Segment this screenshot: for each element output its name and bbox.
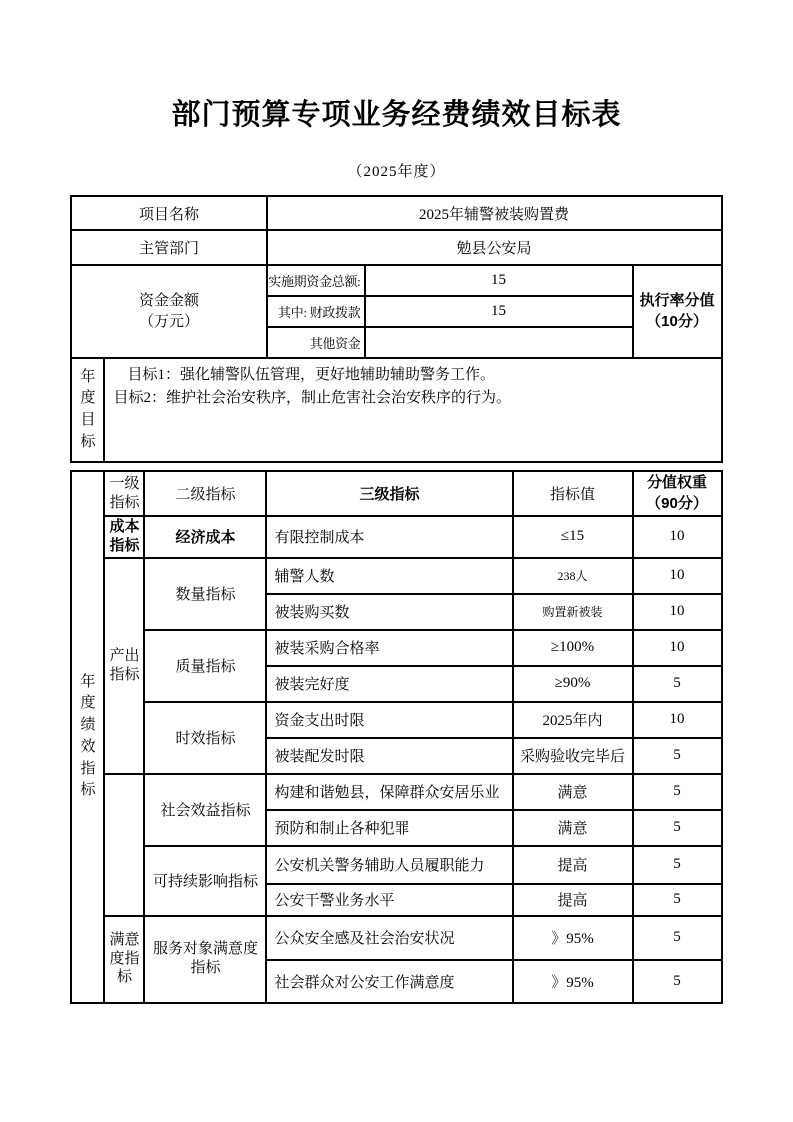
annual-goal-line1: 目标1：强化辅警队伍管理，更好地辅助辅助警务工作。 [127,367,495,383]
indicator-level3-cell: 辅警人数 [266,558,512,594]
indicator-level2-cell: 可持续影响指标 [144,846,266,916]
indicator-level3-cell: 公安机关警务辅助人员履职能力 [266,846,512,884]
funding-amount-label [71,265,266,358]
indicator-value-cell: 》95% [513,916,633,960]
funding-other-label: 其他资金 [267,327,365,358]
execution-rate-line2: （10分） [646,312,708,330]
indicator-level1-cell [104,774,144,916]
table-row [71,358,721,462]
indicator-score-cell: 5 [633,666,722,702]
indicator-level3-cell: 公众安全感及社会治安状况 [266,916,512,960]
indicator-score-cell: 5 [633,846,722,884]
indicator-value-cell: 提高 [513,884,633,916]
indicator-row [71,558,721,594]
annual-goal-side-label: 年度目标 [80,368,96,450]
indicator-score-cell: 10 [633,630,722,666]
indicator-row [71,630,721,666]
indicator-score-cell: 5 [633,810,722,846]
indicator-value-cell: 2025年内 [513,702,633,738]
funding-fiscal-label: 其中: 财政拨款 [267,296,365,327]
indicator-level1-cell: 成本指标 [104,516,144,558]
indicator-score-cell: 10 [633,516,722,558]
indicator-score-cell: 10 [633,558,722,594]
funding-total-label: 实施期资金总额: [267,265,365,296]
header-value: 指标值 [513,471,633,516]
indicator-score-cell: 5 [633,774,722,810]
indicator-value-cell: 》95% [513,960,633,1003]
header-weight [633,471,722,516]
indicator-level3-cell: 公安干警业务水平 [266,884,512,916]
indicator-level2-cell: 服务对象满意度指标 [144,916,266,1003]
indicator-level3-cell: 预防和制止各种犯罪 [266,810,512,846]
performance-indicators-table [70,470,722,1004]
indicator-row [71,916,721,960]
header-level3: 三级指标 [266,471,512,516]
indicator-level3-cell: 资金支出时限 [266,702,512,738]
annual-goal-content [104,358,721,462]
indicator-level3-cell: 有限控制成本 [266,516,512,558]
indicator-level1-cell: 产出指标 [104,558,144,774]
indicator-level3-cell: 社会群众对公安工作满意度 [266,960,512,1003]
indicator-value-cell: 购置新被装 [513,594,633,630]
table-row [71,230,721,265]
indicator-value-cell: 提高 [513,846,633,884]
execution-rate-score-cell [633,265,722,358]
indicator-level2-cell: 社会效益指标 [144,774,266,846]
annual-goal-side-cell [71,358,104,462]
indicator-level3-cell: 被装完好度 [266,666,512,702]
indicator-value-cell: ≥90% [513,666,633,702]
indicator-score-cell: 10 [633,702,722,738]
funding-total-value: 15 [365,265,633,296]
department-value: 勉县公安局 [267,230,722,265]
indicator-value-cell: 238人 [513,558,633,594]
header-level2: 二级指标 [144,471,266,516]
indicator-score-cell: 5 [633,738,722,774]
table-row [71,196,721,230]
indicator-header-row [71,471,721,516]
indicator-value-cell: 满意 [513,810,633,846]
page-title: 部门预算专项业务经费绩效目标表 [171,99,622,131]
project-info-table [70,195,722,463]
indicator-level3-cell: 被装采购合格率 [266,630,512,666]
header-level1: 一级指标 [104,471,144,516]
header-weight-line2: （90分） [646,494,708,512]
indicator-score-cell: 10 [633,594,722,630]
header-weight-line1: 分值权重 [646,474,707,492]
funding-amount-label-line1: 资金金额 [138,293,199,310]
page-subtitle: （2025年度） [347,164,446,180]
funding-other-value [365,327,633,358]
indicator-level2-cell: 质量指标 [144,630,266,702]
project-name-value: 2025年辅警被装购置费 [267,196,722,230]
department-label: 主管部门 [71,230,266,265]
indicator-level3-cell: 被装购买数 [266,594,512,630]
funding-fiscal-value: 15 [365,296,633,327]
indicator-side-label: 年度绩效指标 [80,673,96,799]
indicator-row [71,702,721,738]
indicator-level3-cell: 构建和谐勉县，保障群众安居乐业 [266,774,512,810]
indicator-value-cell: ≥100% [513,630,633,666]
indicator-value-cell: 采购验收完毕后 [513,738,633,774]
indicator-score-cell: 5 [633,884,722,916]
indicator-row [71,846,721,884]
indicator-side-cell [71,471,104,1003]
indicator-level3-cell: 被装配发时限 [266,738,512,774]
indicator-level1-cell: 满意度指标 [104,916,144,1003]
indicator-score-cell: 5 [633,960,722,1003]
indicator-value-cell: ≤15 [513,516,633,558]
indicator-level2-cell: 数量指标 [144,558,266,630]
indicator-level2-cell: 时效指标 [144,702,266,774]
table-row [71,265,721,296]
indicator-row [71,774,721,810]
execution-rate-line1: 执行率分值 [639,292,715,310]
indicator-level2-cell: 经济成本 [144,516,266,558]
indicator-row [71,516,721,558]
funding-amount-label-line2: （万元） [138,313,199,330]
project-name-label: 项目名称 [71,196,266,230]
annual-goal-line2: 目标2：维护社会治安秩序，制止危害社会治安秩序的行为。 [113,389,511,406]
indicator-score-cell: 5 [633,916,722,960]
indicator-value-cell: 满意 [513,774,633,810]
